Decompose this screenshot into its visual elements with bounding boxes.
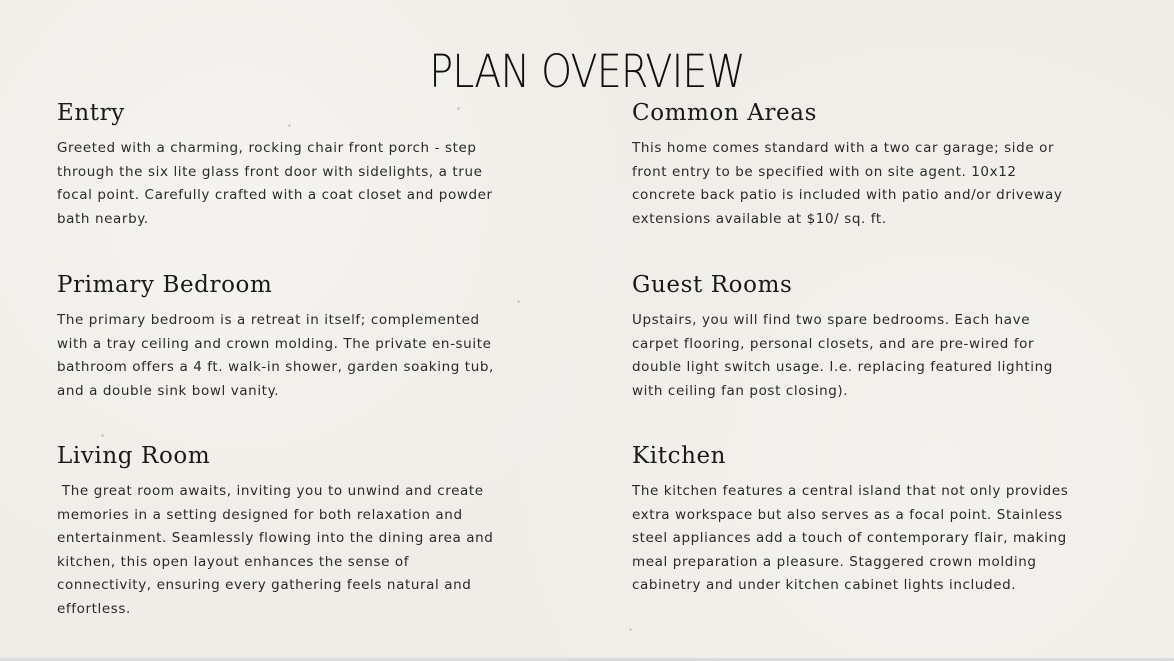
section-heading: Guest Rooms: [632, 272, 793, 298]
section-guest-rooms: [632, 270, 1082, 403]
section-entry: [57, 98, 507, 231]
section-kitchen: [632, 441, 1082, 598]
paper-speck: [517, 300, 520, 303]
section-body: This home comes standard with a two car garage; side or front entry to be specified with on site agent. 10x12 concrete back patio is included with patio and/or driveway extensions available at $10/ sq. ft.: [632, 140, 1063, 227]
section-heading: Living Room: [57, 443, 211, 469]
section-body: Upstairs, you will find two spare bedrooms. Each have carpet flooring, personal closets, and are pre-wired for double light switch usage. I.e. replacing featured lighting with ceiling fan post closing).: [632, 312, 1053, 399]
section-primary-bedroom: [57, 270, 507, 403]
paper-speck: [101, 434, 104, 437]
section-heading: Primary Bedroom: [57, 272, 273, 298]
section-heading: Entry: [57, 100, 125, 126]
section-heading: Kitchen: [632, 443, 727, 469]
section-body: Greeted with a charming, rocking chair front porch - step through the six lite glass front door with sidelights, a true focal point. Carefully crafted with a coat closet and powder bath nearby.: [57, 140, 493, 227]
section-body: The kitchen features a central island that not only provides extra workspace but also serves as a focal point. Stainless steel appliances add a touch of contemporary flair, making meal preparation a pleasure. Staggered crown molding cabinetry and under kitchen cabinet lights included.: [632, 483, 1069, 593]
section-heading: Common Areas: [632, 100, 817, 126]
section-body: The primary bedroom is a retreat in itself; complemented with a tray ceiling and crown molding. The private en-suite bathroom offers a 4 ft. walk-in shower, garden soaking tub, and a double sink bowl vanity.: [57, 312, 494, 399]
section-common-areas: [632, 98, 1082, 231]
page-title: PLAN OVERVIEW: [429, 45, 745, 98]
paper-speck: [629, 628, 632, 631]
section-body: The great room awaits, inviting you to unwind and create memories in a setting designed for both relaxation and entertainment. Seamlessly flowing into the dining area and kitchen, this open layout enhances the sense of connectivity, ensuring every gathering feels natural and effortless.: [57, 483, 499, 617]
section-living-room: [57, 441, 507, 621]
